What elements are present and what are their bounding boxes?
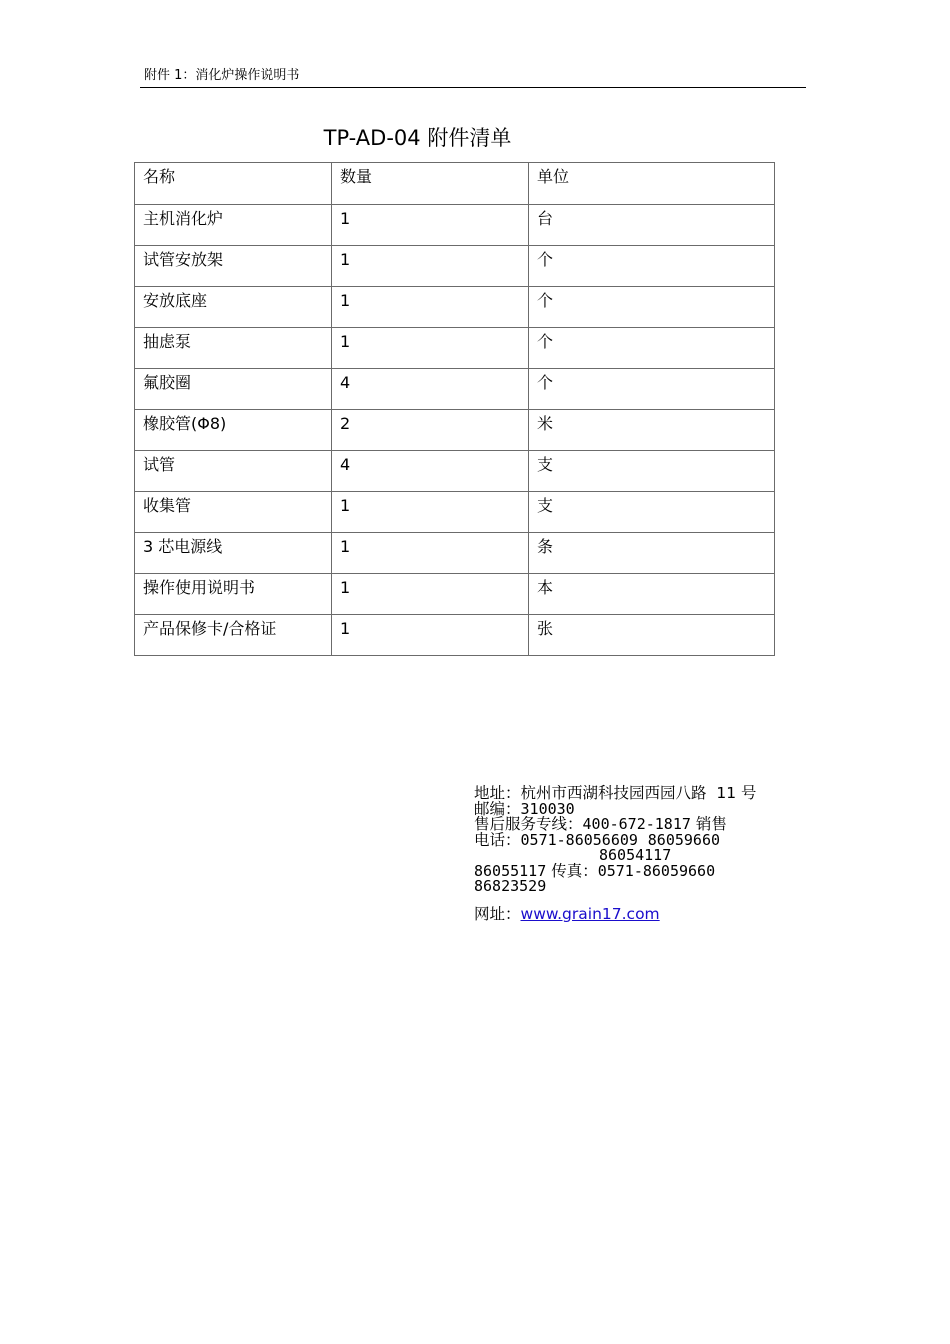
- item-unit: 个: [529, 328, 775, 369]
- item-unit: 个: [529, 287, 775, 328]
- item-quantity: 4: [332, 369, 529, 410]
- item-quantity: 1: [332, 533, 529, 574]
- item-unit: 个: [529, 246, 775, 287]
- website-line: [474, 904, 794, 924]
- fax-label: 传真：: [551, 861, 598, 880]
- item-name: 氟胶圈: [135, 369, 332, 410]
- item-quantity: 1: [332, 492, 529, 533]
- item-name: 橡胶管(Φ8): [135, 410, 332, 451]
- table-row: [135, 410, 775, 451]
- address-text: 地址：杭州市西湖科技园西园八路 11 号: [474, 784, 757, 802]
- fax-number-2: 86823529: [474, 877, 547, 895]
- website-link[interactable]: www.grain17.com: [520, 904, 660, 923]
- phone-label: 电话：: [474, 830, 521, 849]
- column-header-unit: 单位: [529, 163, 775, 205]
- item-quantity: 1: [332, 615, 529, 656]
- table-row: [135, 205, 775, 246]
- table-row: [135, 328, 775, 369]
- table-row: [135, 287, 775, 328]
- hotline-label: 售后服务专线：: [474, 815, 583, 833]
- phone-number-4: 86055117: [474, 861, 547, 880]
- item-name: 3 芯电源线: [135, 533, 332, 574]
- fax-line-continued: [474, 879, 794, 895]
- item-unit: 本: [529, 574, 775, 615]
- table-row: [135, 574, 775, 615]
- accessory-list-table: [134, 162, 775, 656]
- item-unit: 台: [529, 205, 775, 246]
- document-title-text: TP-AD-04 附件清单: [323, 126, 512, 150]
- item-quantity: 1: [332, 205, 529, 246]
- phone-number-3: 86054117: [599, 846, 672, 864]
- item-name: 试管: [135, 451, 332, 492]
- phone-number-1: 0571-86056609: [520, 830, 638, 849]
- page-header-text: 附件 1：消化炉操作说明书: [144, 68, 300, 83]
- column-header-quantity: 数量: [332, 163, 529, 205]
- item-name: 抽虑泵: [135, 328, 332, 369]
- document-title: [0, 124, 950, 152]
- item-name: 收集管: [135, 492, 332, 533]
- item-quantity: 1: [332, 574, 529, 615]
- table-row: [135, 615, 775, 656]
- sales-label: 销售: [695, 815, 727, 833]
- table-row: [135, 533, 775, 574]
- item-quantity: 1: [332, 287, 529, 328]
- item-name: 产品保修卡/合格证: [135, 615, 332, 656]
- postcode-value: 310030: [520, 799, 575, 818]
- column-header-name: 名称: [135, 163, 332, 205]
- table-row: [135, 246, 775, 287]
- item-quantity: 1: [332, 246, 529, 287]
- item-name: 试管安放架: [135, 246, 332, 287]
- header-divider: [140, 87, 806, 88]
- item-unit: 支: [529, 492, 775, 533]
- table-row: [135, 451, 775, 492]
- item-unit: 米: [529, 410, 775, 451]
- phone-number-2: 86059660: [647, 830, 721, 849]
- postcode-label: 邮编：: [474, 799, 521, 818]
- fax-number-1: 0571-86059660: [597, 861, 716, 880]
- table-row: [135, 369, 775, 410]
- item-unit: 张: [529, 615, 775, 656]
- item-name: 安放底座: [135, 287, 332, 328]
- item-quantity: 4: [332, 451, 529, 492]
- table-row: [135, 492, 775, 533]
- table-header-row: [135, 163, 775, 205]
- item-unit: 条: [529, 533, 775, 574]
- website-label: 网址：: [474, 904, 521, 923]
- item-quantity: 2: [332, 410, 529, 451]
- hotline-value: 400-672-1817: [582, 815, 691, 833]
- item-unit: 支: [529, 451, 775, 492]
- item-name: 操作使用说明书: [135, 574, 332, 615]
- item-quantity: 1: [332, 328, 529, 369]
- contact-info-block: [474, 786, 794, 924]
- item-unit: 个: [529, 369, 775, 410]
- item-name: 主机消化炉: [135, 205, 332, 246]
